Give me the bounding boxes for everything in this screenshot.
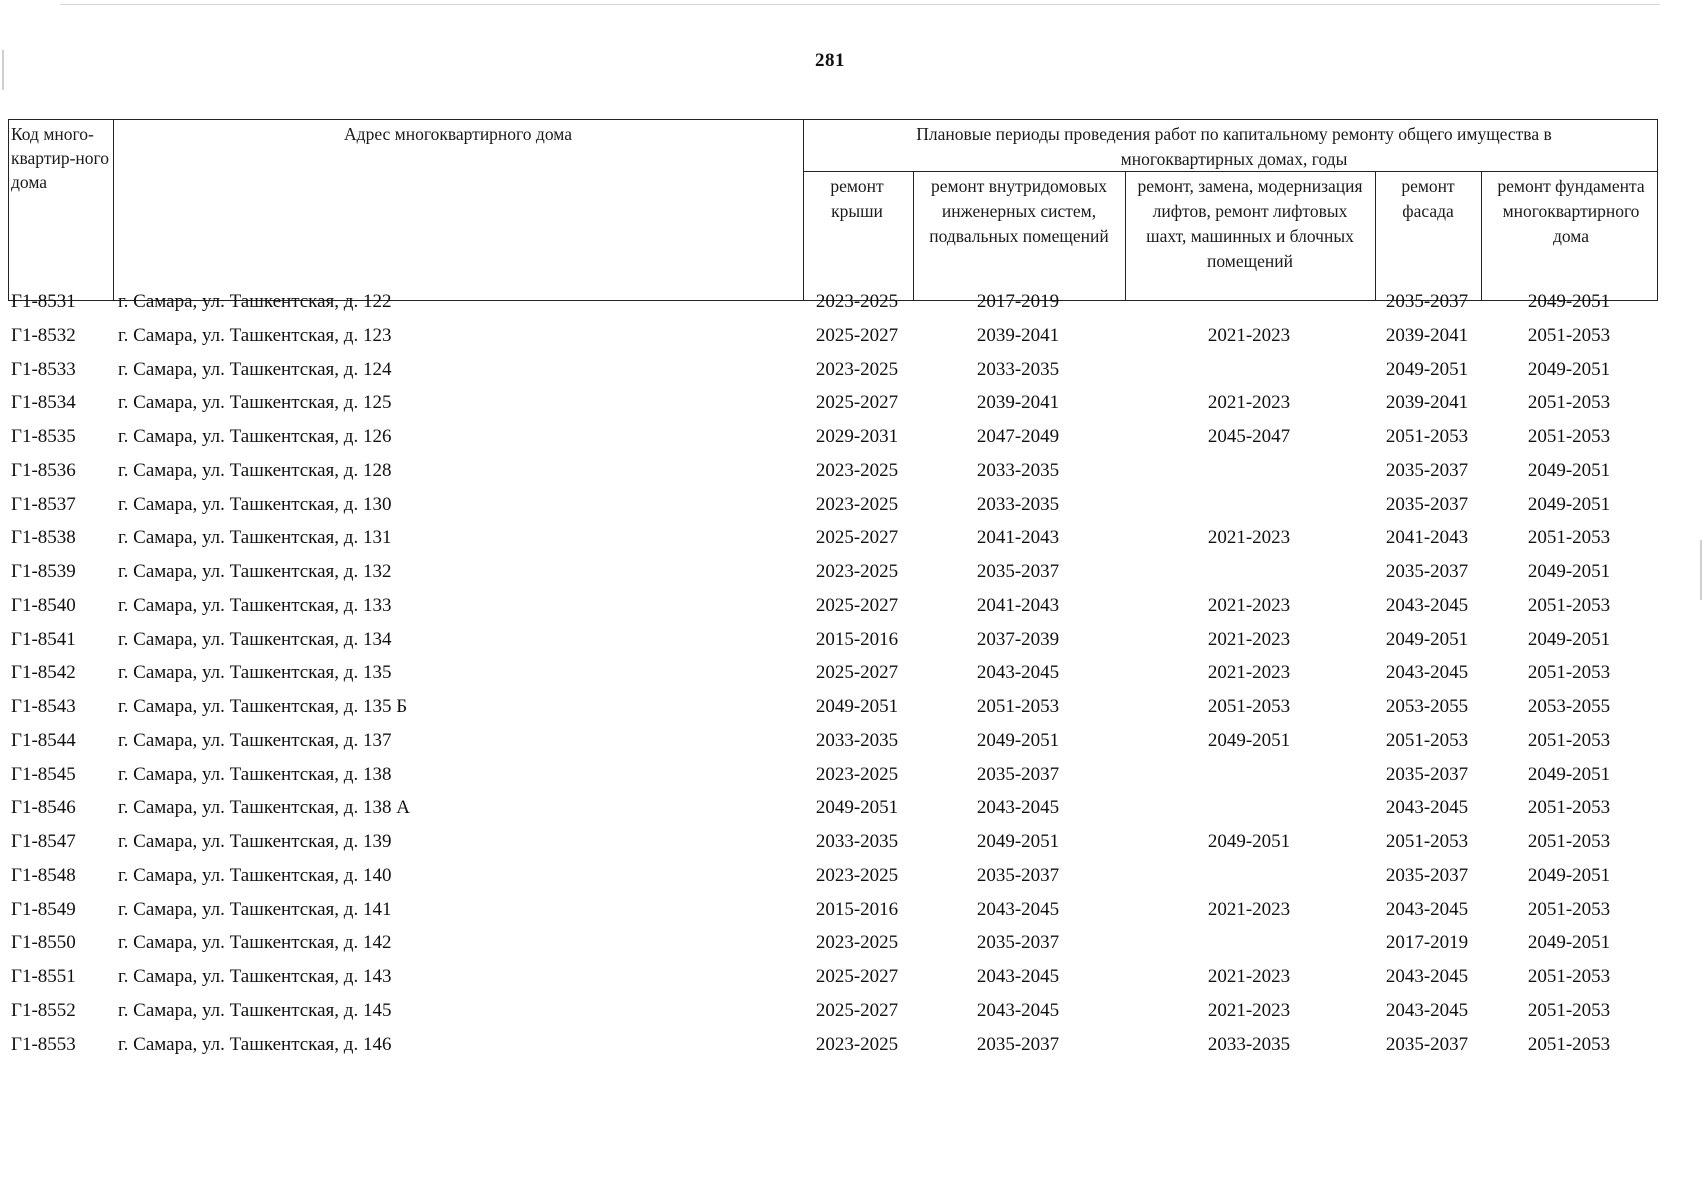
table-row	[8, 456, 1658, 490]
header-divider	[913, 171, 914, 300]
cell-code: Г1-8551	[11, 966, 76, 987]
cell-engineering: 2043-2045	[976, 797, 1060, 819]
cell-address: г. Самара, ул. Ташкентская, д. 140	[118, 864, 392, 886]
cell-facade: 2043-2045	[1385, 594, 1469, 616]
cell-foundation: 2051-2053	[1527, 594, 1611, 616]
cell-engineering: 2043-2045	[976, 999, 1060, 1021]
cell-facade: 2051-2053	[1385, 729, 1469, 751]
cell-roof: 2025-2027	[815, 324, 899, 346]
cell-code: Г1-8537	[11, 493, 76, 515]
header-elevators: ремонт, замена, модернизация лифтов, ремонт лифтовых шахт, машинных и блочных помещений	[1137, 176, 1363, 271]
cell-foundation: 2049-2051	[1527, 459, 1611, 481]
cell-code: Г1-8544	[11, 729, 76, 751]
cell-elevators: 2021-2023	[1207, 966, 1291, 987]
cell-engineering: 2035-2037	[976, 864, 1060, 886]
cell-roof: 2049-2051	[815, 696, 899, 717]
cell-roof: 2015-2016	[815, 898, 899, 920]
cell-code: Г1-8534	[11, 392, 76, 414]
table-row	[8, 895, 1658, 929]
cell-address: г. Самара, ул. Ташкентская, д. 142	[118, 932, 392, 954]
cell-address: г. Самара, ул. Ташкентская, д. 131	[118, 527, 392, 549]
cell-elevators: 2021-2023	[1207, 662, 1291, 684]
cell-address: г. Самара, ул. Ташкентская, д. 138	[118, 763, 392, 785]
cell-facade: 2035-2037	[1385, 864, 1469, 886]
cell-roof: 2029-2031	[815, 426, 899, 447]
cell-address: г. Самара, ул. Ташкентская, д. 141	[118, 898, 392, 920]
table-row	[8, 760, 1658, 794]
cell-roof: 2023-2025	[815, 1033, 899, 1055]
cell-roof: 2033-2035	[815, 831, 899, 852]
cell-code: Г1-8536	[11, 459, 76, 481]
cell-roof: 2023-2025	[815, 763, 899, 785]
cell-facade: 2035-2037	[1385, 459, 1469, 481]
page-number: 281	[815, 50, 845, 71]
cell-address: г. Самара, ул. Ташкентская, д. 138 А	[118, 797, 410, 819]
header-foundation: ремонт фундамента многоквартирного дома	[1497, 176, 1645, 246]
cell-roof: 2023-2025	[815, 358, 899, 380]
cell-engineering: 2039-2041	[976, 392, 1060, 414]
cell-elevators: 2021-2023	[1207, 594, 1291, 616]
cell-facade: 2043-2045	[1385, 797, 1469, 819]
cell-code: Г1-8549	[11, 898, 76, 920]
cell-code: Г1-8545	[11, 763, 76, 785]
cell-code: Г1-8535	[11, 426, 76, 447]
cell-engineering: 2035-2037	[976, 932, 1060, 954]
cell-address: г. Самара, ул. Ташкентская, д. 124	[118, 358, 392, 380]
cell-address: г. Самара, ул. Ташкентская, д. 130	[118, 493, 392, 515]
cell-address: г. Самара, ул. Ташкентская, д. 143	[118, 966, 392, 987]
cell-engineering: 2035-2037	[976, 763, 1060, 785]
table-row	[8, 692, 1658, 726]
cell-facade: 2035-2037	[1385, 561, 1469, 582]
cell-engineering: 2051-2053	[976, 696, 1060, 717]
cell-address: г. Самара, ул. Ташкентская, д. 139	[118, 831, 392, 852]
cell-roof: 2025-2027	[815, 999, 899, 1021]
header-divider	[1375, 171, 1376, 300]
cell-roof: 2023-2025	[815, 291, 899, 312]
table-row	[8, 861, 1658, 895]
cell-engineering: 2033-2035	[976, 493, 1060, 515]
cell-code: Г1-8540	[11, 594, 76, 616]
cell-code: Г1-8531	[11, 291, 76, 312]
cell-facade: 2035-2037	[1385, 763, 1469, 785]
cell-code: Г1-8553	[11, 1033, 76, 1055]
cell-code: Г1-8532	[11, 324, 76, 346]
cell-foundation: 2051-2053	[1527, 966, 1611, 987]
cell-facade: 2041-2043	[1385, 527, 1469, 549]
header-facade: ремонт фасада	[1401, 176, 1455, 221]
cell-roof: 2033-2035	[815, 729, 899, 751]
table-row	[8, 422, 1658, 456]
cell-foundation: 2051-2053	[1527, 527, 1611, 549]
cell-code: Г1-8547	[11, 831, 76, 852]
cell-engineering: 2033-2035	[976, 459, 1060, 481]
cell-engineering: 2041-2043	[976, 527, 1060, 549]
cell-address: г. Самара, ул. Ташкентская, д. 122	[118, 291, 392, 312]
table-row	[8, 355, 1658, 389]
cell-address: г. Самара, ул. Ташкентская, д. 125	[118, 392, 392, 414]
cell-foundation: 2051-2053	[1527, 324, 1611, 346]
cell-address: г. Самара, ул. Ташкентская, д. 132	[118, 561, 392, 582]
cell-code: Г1-8550	[11, 932, 76, 954]
cell-roof: 2025-2027	[815, 392, 899, 414]
cell-foundation: 2053-2055	[1527, 696, 1611, 717]
cell-foundation: 2049-2051	[1527, 358, 1611, 380]
cell-facade: 2043-2045	[1385, 999, 1469, 1021]
header-divider	[1125, 171, 1126, 300]
header-divider	[803, 120, 804, 300]
cell-facade: 2035-2037	[1385, 1033, 1469, 1055]
table-row	[8, 996, 1658, 1030]
scan-artifact-top-line	[60, 4, 1660, 5]
cell-elevators: 2021-2023	[1207, 898, 1291, 920]
cell-foundation: 2049-2051	[1527, 932, 1611, 954]
cell-code: Г1-8538	[11, 527, 76, 549]
cell-facade: 2039-2041	[1385, 392, 1469, 414]
table-row	[8, 726, 1658, 760]
cell-engineering: 2033-2035	[976, 358, 1060, 380]
table-row	[8, 523, 1658, 557]
cell-foundation: 2051-2053	[1527, 1033, 1611, 1055]
cell-elevators: 2021-2023	[1207, 324, 1291, 346]
cell-elevators: 2021-2023	[1207, 527, 1291, 549]
cell-foundation: 2049-2051	[1527, 561, 1611, 582]
cell-address: г. Самара, ул. Ташкентская, д. 137	[118, 729, 392, 751]
table-row	[8, 591, 1658, 625]
cell-facade: 2043-2045	[1385, 898, 1469, 920]
cell-elevators: 2045-2047	[1207, 426, 1291, 447]
cell-elevators: 2021-2023	[1207, 999, 1291, 1021]
cell-foundation: 2051-2053	[1527, 999, 1611, 1021]
cell-engineering: 2043-2045	[976, 898, 1060, 920]
cell-engineering: 2043-2045	[976, 662, 1060, 684]
cell-roof: 2023-2025	[815, 932, 899, 954]
header-divider	[1481, 171, 1482, 300]
cell-code: Г1-8542	[11, 662, 76, 684]
table-row	[8, 658, 1658, 692]
header-divider	[113, 120, 114, 300]
table-header	[8, 119, 1658, 301]
cell-facade: 2049-2051	[1385, 358, 1469, 380]
cell-foundation: 2051-2053	[1527, 831, 1611, 852]
cell-engineering: 2043-2045	[976, 966, 1060, 987]
cell-code: Г1-8543	[11, 696, 76, 717]
cell-code: Г1-8546	[11, 797, 76, 819]
cell-facade: 2035-2037	[1385, 493, 1469, 515]
cell-facade: 2053-2055	[1385, 696, 1469, 717]
cell-facade: 2051-2053	[1385, 426, 1469, 447]
cell-engineering: 2037-2039	[976, 628, 1060, 650]
cell-roof: 2023-2025	[815, 493, 899, 515]
cell-elevators: 2049-2051	[1207, 831, 1291, 852]
table-row	[8, 490, 1658, 524]
cell-foundation: 2049-2051	[1527, 628, 1611, 650]
cell-code: Г1-8548	[11, 864, 76, 886]
table-row	[8, 827, 1658, 861]
cell-foundation: 2051-2053	[1527, 729, 1611, 751]
cell-code: Г1-8533	[11, 358, 76, 380]
cell-engineering: 2041-2043	[976, 594, 1060, 616]
cell-engineering: 2047-2049	[976, 426, 1060, 447]
cell-foundation: 2051-2053	[1527, 662, 1611, 684]
cell-foundation: 2051-2053	[1527, 898, 1611, 920]
cell-address: г. Самара, ул. Ташкентская, д. 128	[118, 459, 392, 481]
cell-roof: 2023-2025	[815, 561, 899, 582]
cell-code: Г1-8541	[11, 628, 76, 650]
cell-roof: 2025-2027	[815, 527, 899, 549]
cell-facade: 2049-2051	[1385, 628, 1469, 650]
header-engineering: ремонт внутридомовых инженерных систем, подвальных помещений	[929, 176, 1109, 246]
cell-roof: 2023-2025	[815, 459, 899, 481]
table-row	[8, 388, 1658, 422]
cell-facade: 2017-2019	[1385, 932, 1469, 954]
cell-roof: 2015-2016	[815, 628, 899, 650]
table-row	[8, 557, 1658, 591]
cell-foundation: 2049-2051	[1527, 291, 1611, 312]
cell-address: г. Самара, ул. Ташкентская, д. 145	[118, 999, 392, 1021]
header-address: Адрес многоквартирного дома	[344, 124, 572, 144]
cell-engineering: 2049-2051	[976, 831, 1060, 852]
cell-address: г. Самара, ул. Ташкентская, д. 134	[118, 628, 392, 650]
table-row	[8, 287, 1658, 321]
cell-facade: 2051-2053	[1385, 831, 1469, 852]
cell-facade: 2043-2045	[1385, 966, 1469, 987]
cell-roof: 2025-2027	[815, 662, 899, 684]
cell-roof: 2025-2027	[815, 966, 899, 987]
cell-roof: 2023-2025	[815, 864, 899, 886]
table-row	[8, 928, 1658, 962]
cell-elevators: 2049-2051	[1207, 729, 1291, 751]
cell-code: Г1-8539	[11, 561, 76, 582]
scan-artifact-right-edge	[1700, 540, 1702, 600]
cell-address: г. Самара, ул. Ташкентская, д. 146	[118, 1033, 392, 1055]
cell-engineering: 2049-2051	[976, 729, 1060, 751]
cell-foundation: 2049-2051	[1527, 864, 1611, 886]
cell-elevators: 2021-2023	[1207, 628, 1291, 650]
cell-engineering: 2017-2019	[976, 291, 1060, 312]
cell-facade: 2039-2041	[1385, 324, 1469, 346]
cell-foundation: 2049-2051	[1527, 493, 1611, 515]
table-row	[8, 321, 1658, 355]
cell-roof: 2049-2051	[815, 797, 899, 819]
cell-code: Г1-8552	[11, 999, 76, 1021]
cell-foundation: 2051-2053	[1527, 797, 1611, 819]
cell-engineering: 2035-2037	[976, 1033, 1060, 1055]
table-row	[8, 793, 1658, 827]
header-code: Код много-квартир-ного дома	[11, 124, 110, 192]
cell-engineering: 2035-2037	[976, 561, 1060, 582]
cell-facade: 2043-2045	[1385, 662, 1469, 684]
table-row	[8, 1030, 1658, 1064]
cell-address: г. Самара, ул. Ташкентская, д. 135	[118, 662, 392, 684]
cell-elevators: 2051-2053	[1207, 696, 1291, 717]
table-row	[8, 962, 1658, 996]
table-row	[8, 625, 1658, 659]
cell-engineering: 2039-2041	[976, 324, 1060, 346]
cell-elevators: 2033-2035	[1207, 1033, 1291, 1055]
cell-address: г. Самара, ул. Ташкентская, д. 123	[118, 324, 392, 346]
cell-elevators: 2021-2023	[1207, 392, 1291, 414]
cell-roof: 2025-2027	[815, 594, 899, 616]
cell-foundation: 2049-2051	[1527, 763, 1611, 785]
cell-address: г. Самара, ул. Ташкентская, д. 135 Б	[118, 696, 408, 717]
cell-address: г. Самара, ул. Ташкентская, д. 126	[118, 426, 392, 447]
cell-foundation: 2051-2053	[1527, 426, 1611, 447]
cell-foundation: 2051-2053	[1527, 392, 1611, 414]
header-periods: Плановые периоды проведения работ по капитальному ремонту общего имущества в многоквартирных домах, годы	[916, 124, 1552, 169]
header-roof: ремонт крыши	[830, 176, 884, 221]
cell-facade: 2035-2037	[1385, 291, 1469, 312]
cell-address: г. Самара, ул. Ташкентская, д. 133	[118, 594, 392, 616]
